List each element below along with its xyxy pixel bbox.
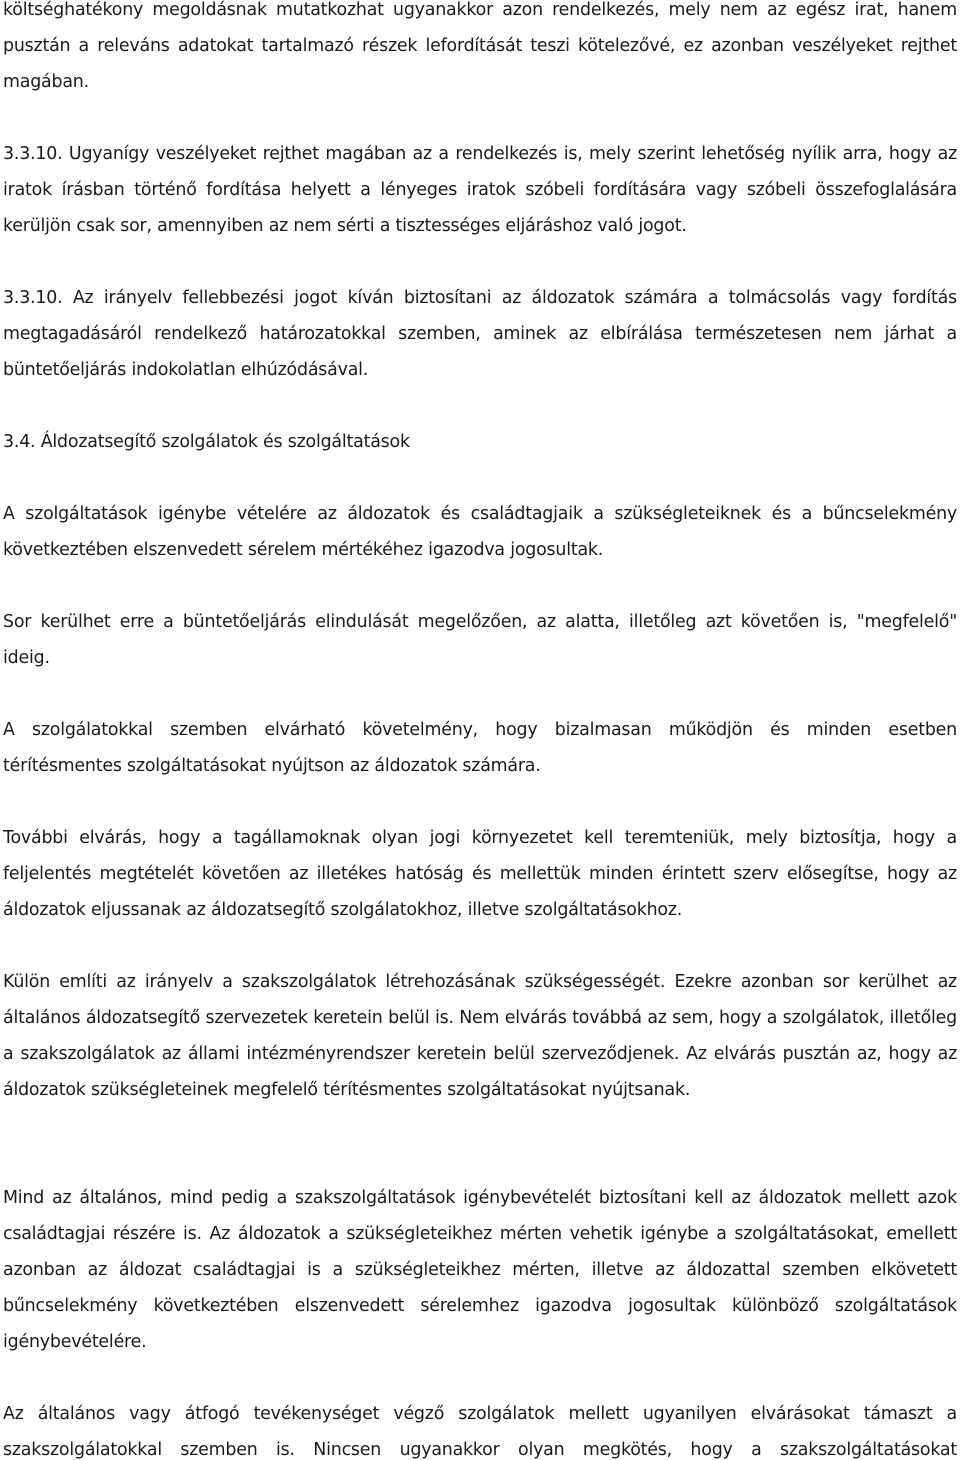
paragraph-confidential-free-services: A szolgálatokkal szemben elvárható követelmény, hogy bizalmasan működjön és minden esetben térítésmentes szolgáltatásokat nyújtson az áldozatok számára. (3, 720, 957, 776)
paragraph-appeal-right: 3.3.10. Az irányelv fellebbezési jogot kíván biztosítani az áldozatok számára a tolmácsolás vagy fordítás megtagadásáról rendelkező határozatokkal szemben, aminek az elbírálása természetesen nem járhat a büntetőeljárás indokolatlan elhúzódásával. (3, 288, 957, 380)
paragraph-service-eligibility: A szolgáltatások igénybe vételére az áldozatok és családtagjaik a szükségleteiknek és a bűncselekmény következtében elszenvedett sérelem mértékéhez igazodva jogosultak. (3, 504, 957, 560)
paragraph-specialist-services: Külön említi az irányelv a szakszolgálatok létrehozásának szükségességét. Ezekre azonban sor kerülhet az általános áldozatsegítő szervezetek keretein belül is. Nem elvárás továbbá az sem, hogy a szolgálatok, illetőleg a szakszolgálatok az állami intézményrendszer keretein belül szerveződjenek. Az elvárás pusztán az, hogy az áldozatok szükségleteinek megfelelő térítésmentes szolgáltatásokat nyújtsanak. (3, 972, 957, 1100)
paragraph-oral-translation: 3.3.10. Ugyanígy veszélyeket rejthet magában az a rendelkezés is, mely szerint lehetőség nyílik arra, hogy az iratok írásban történő fordítása helyett a lényeges iratok szóbeli fordítására vagy szóbeli összefoglalására kerüljön csak sor, amennyiben az nem sérti a tisztességes eljáráshoz való jogot. (3, 144, 957, 236)
paragraph-service-timing: Sor kerülhet erre a büntetőeljárás elindulását megelőzően, az alatta, illetőleg azt követően is, "megfelelő" ideig. (3, 612, 957, 668)
paragraph-cost-effective-translation: költséghatékony megoldásnak mutatkozhat ugyanakkor azon rendelkezés, mely nem az egész irat, hanem pusztán a releváns adatokat tartalmazó részek lefordítását teszi kötelezővé, ez azonban veszélyeket rejthet magában. (3, 0, 957, 92)
paragraph-legal-environment: További elvárás, hogy a tagállamoknak olyan jogi környezetet kell teremteniük, mely biztosítja, hogy a feljelentés megtételét követően az illetékes hatóság és mellettük minden érintett szerv elősegítse, hogy az áldozatok eljussanak az áldozatsegítő szolgálatokhoz, illetve szolgáltatásokhoz. (3, 828, 957, 920)
paragraph-family-members: Mind az általános, mind pedig a szakszolgáltatások igénybevételét biztosítani kell az áldozatok mellett azok családtagjai részére is. Az áldozatok a szükségleteikhez mérten vehetik igénybe a szolgáltatásokat, emellett azonban az áldozat családtagjai is a szükségleteikhez mérten, illetve az áldozattal szemben elkövetett bűncselekmény következtében elszenvedett sérelemhez igazodva jogosultak különböző szolgáltatások igénybevételére. (3, 1188, 957, 1352)
section-heading-victim-support: 3.4. Áldozatsegítő szolgálatok és szolgáltatások (3, 432, 410, 452)
paragraph-general-vs-specialist: Az általános vagy átfogó tevékenységet végző szolgálatok mellett ugyanilyen elvárásokat támaszt a szakszolgálatokkal szemben is. Nincsen ugyanakkor olyan megkötés, hogy a szakszolgáltatásokat (3, 1404, 957, 1460)
